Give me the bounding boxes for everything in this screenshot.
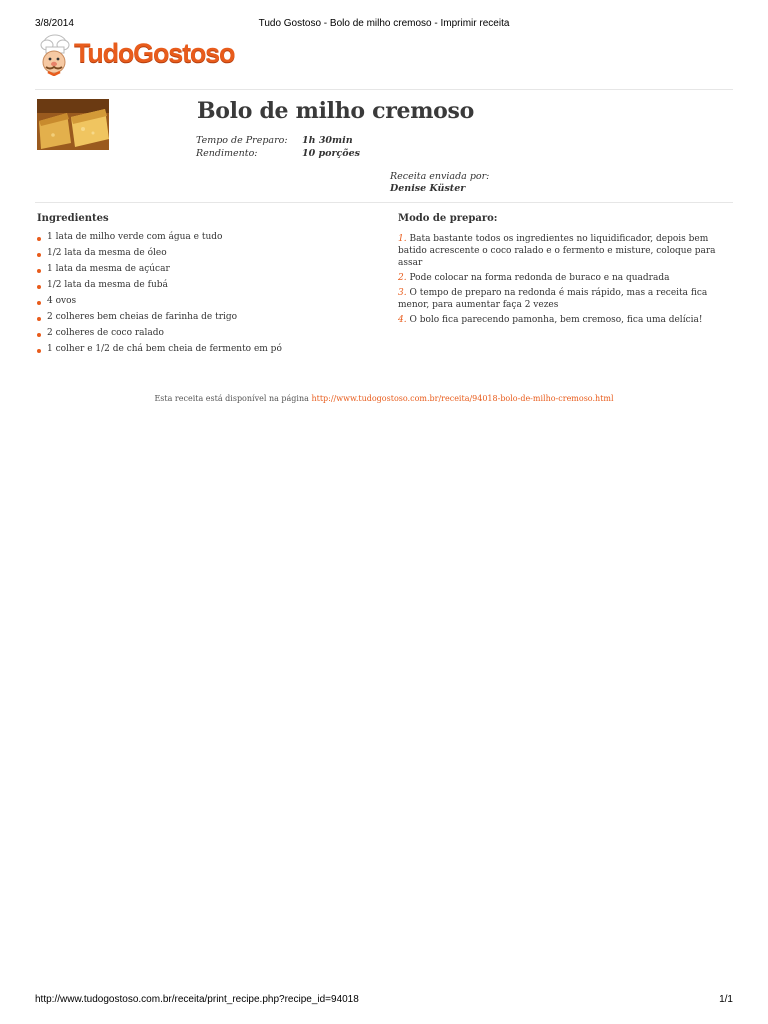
prep-time-label: Tempo de Preparo:	[196, 135, 288, 146]
preparation-heading: Modo de preparo:	[398, 213, 498, 224]
print-date: 3/8/2014	[35, 18, 74, 29]
sender-label: Receita enviada por:	[390, 171, 490, 182]
list-item: 1 lata de milho verde com água e tudo	[37, 232, 377, 248]
print-url: http://www.tudogostoso.com.br/receita/print_recipe.php?recipe_id=94018	[35, 994, 359, 1005]
preparation-steps	[398, 233, 733, 329]
prep-time	[196, 135, 496, 147]
availability-text: Esta receita está disponível na página	[154, 394, 309, 403]
ingredients-heading: Ingredientes	[37, 213, 109, 224]
step-number: 1.	[398, 234, 407, 244]
bullet-icon	[37, 333, 41, 337]
list-item: 1/2 lata da mesma de fubá	[37, 280, 377, 296]
print-header	[35, 18, 733, 32]
step-item	[398, 314, 733, 326]
step-number: 2.	[398, 273, 407, 283]
step-number: 4.	[398, 315, 407, 325]
step-item	[398, 233, 733, 269]
availability-note	[0, 394, 768, 403]
prep-time-value: 1h 30min	[302, 135, 353, 146]
list-item: 1/2 lata da mesma de óleo	[37, 248, 377, 264]
servings	[196, 148, 496, 160]
servings-value: 10 porções	[302, 148, 361, 159]
recipe-sender	[390, 171, 489, 195]
bullet-icon	[37, 317, 41, 321]
bullet-icon	[37, 285, 41, 289]
step-text: Bata bastante todos os ingredientes no liquidificador, depois bem batido acrescente o coco ralado e o fermento e misture, coloque para assar	[398, 234, 716, 268]
step-text: Pode colocar na forma redonda de buraco e na quadrada	[409, 273, 670, 283]
servings-label: Rendimento:	[196, 148, 258, 159]
recipe-photo	[37, 99, 109, 150]
bullet-icon	[37, 301, 41, 305]
recipe-title: Bolo de milho cremoso	[197, 98, 475, 124]
list-item: 4 ovos	[37, 296, 377, 312]
bullet-icon	[37, 269, 41, 273]
bullet-icon	[37, 253, 41, 257]
print-footer	[35, 994, 733, 1008]
sender-name: Denise Küster	[390, 183, 466, 194]
print-page-title: Tudo Gostoso - Bolo de milho cremoso - Imprimir receita	[258, 18, 510, 29]
list-item: 1 colher e 1/2 de chá bem cheia de fermento em pó	[37, 344, 377, 360]
list-item: 2 colheres de coco ralado	[37, 328, 377, 344]
divider	[35, 202, 733, 203]
list-item: 1 lata da mesma de açúcar	[37, 264, 377, 280]
divider	[35, 89, 733, 90]
bullet-icon	[37, 237, 41, 241]
bullet-icon	[37, 349, 41, 353]
chef-icon	[34, 34, 74, 76]
list-item: 2 colheres bem cheias de farinha de trigo	[37, 312, 377, 328]
step-number: 3.	[398, 288, 407, 298]
ingredients-list	[37, 232, 377, 360]
step-text: O tempo de preparo na redonda é mais rápido, mas a receita fica menor, para aumentar faça 2 vezes	[398, 288, 708, 310]
step-item	[398, 287, 733, 311]
page-number: 1/1	[719, 994, 733, 1005]
step-item	[398, 272, 733, 284]
tudogostoso-logo[interactable]	[34, 34, 274, 78]
recipe-link[interactable]: http://www.tudogostoso.com.br/receita/94018-bolo-de-milho-cremoso.html	[311, 394, 614, 403]
step-text: O bolo fica parecendo pamonha, bem cremoso, fica uma delícia!	[409, 315, 703, 325]
brand-name: TudoGostoso	[74, 38, 235, 68]
